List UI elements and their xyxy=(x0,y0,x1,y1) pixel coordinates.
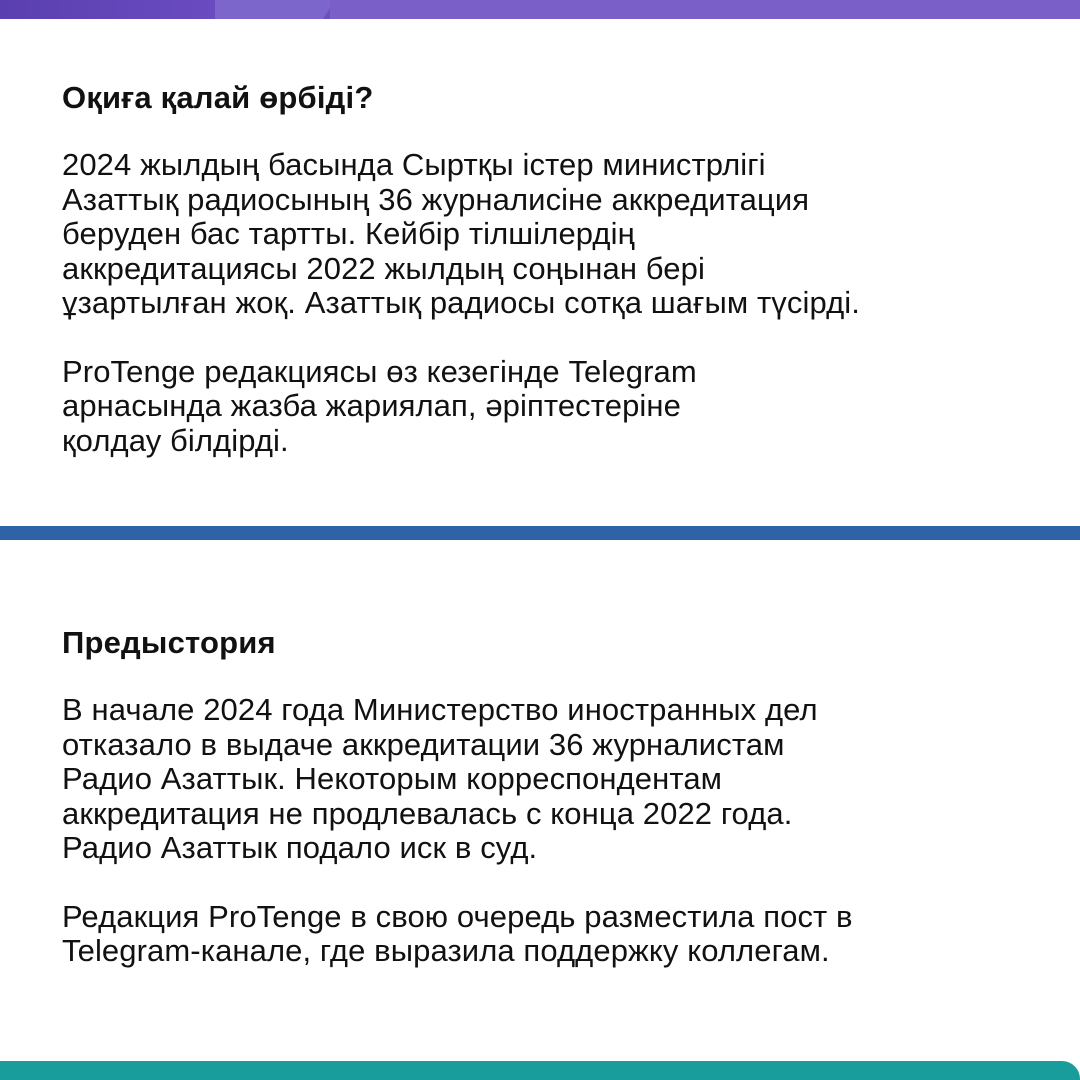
top-bar-shade xyxy=(215,0,335,19)
top-accent-bar xyxy=(0,0,1080,19)
kazakh-heading: Оқиға қалай өрбіді? xyxy=(62,80,374,115)
section-divider xyxy=(0,526,1080,540)
top-bar-shade-right xyxy=(330,0,1080,19)
bottom-accent-bar xyxy=(0,1061,1080,1080)
russian-section xyxy=(62,623,1052,1003)
russian-paragraph-1: В начале 2024 года Министерство иностранных дел отказало в выдаче аккредитации 36 журналистам Радио Азаттык. Некоторым корреспондентам аккредитация не продлевалась с конца 2022 года. Радио Азаттык подало иск в суд. xyxy=(62,692,818,865)
russian-paragraph-2: Редакция ProTenge в свою очередь разместила пост в Telegram-канале, где выразила поддержку коллегам. xyxy=(62,898,853,968)
kazakh-paragraph-2: ProTenge редакциясы өз кезегінде Telegram арнасында жазба жариялап, әріптестеріне қолдау білдірді. xyxy=(62,353,697,458)
russian-heading: Предыстория xyxy=(62,625,276,660)
kazakh-paragraph-1: 2024 жылдың басында Сыртқы істер министрлігі Азаттық радиосының 36 журналисіне аккредитация беруден бас тартты. Кейбір тілшілердің аккредитациясы 2022 жылдың соңынан бері ұзартылған жоқ. Азаттық радиосы сотқа шағым түсірді. xyxy=(62,147,861,320)
kazakh-section xyxy=(62,78,1052,492)
